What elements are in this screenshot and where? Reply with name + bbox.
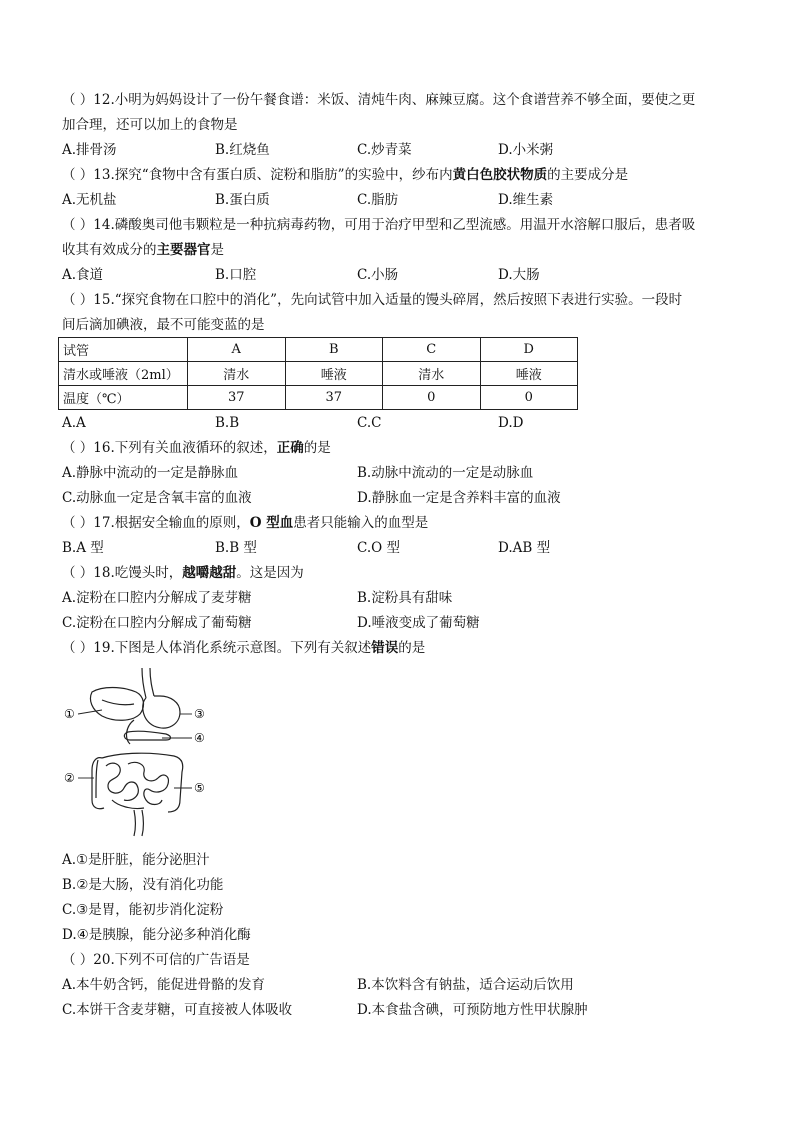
q18-stem-suffix: 。这是因为	[236, 565, 304, 581]
table-header-cell: B	[285, 338, 383, 362]
q16-option-a[interactable]: A.静脉中流动的一定是静脉血	[62, 465, 239, 481]
q12-stem-line1: （ ）12.小明为妈妈设计了一份午餐食谱：米饭、清炖牛肉、麻辣豆腐。这个食谱营养不够全面，要使之更	[62, 92, 696, 108]
q13-option-b[interactable]: B.蛋白质	[215, 192, 270, 208]
table-cell: 37	[285, 386, 383, 410]
table-header-cell: 试管	[59, 338, 188, 362]
table-cell: 唾液	[285, 362, 383, 386]
diagram-label-3: ③	[194, 707, 205, 721]
q13-option-a[interactable]: A.无机盐	[62, 192, 117, 208]
esophagus-shape	[142, 668, 146, 698]
q14-option-c[interactable]: C.小肠	[357, 267, 399, 283]
table-header-cell: D	[480, 338, 578, 362]
stomach-shape	[143, 696, 180, 728]
q16-option-c[interactable]: C.动脉血一定是含氧丰富的血液	[62, 490, 252, 506]
q15-option-c[interactable]: C.C	[357, 415, 382, 431]
table-cell: 0	[383, 386, 481, 410]
large-intestine-shape	[92, 758, 104, 809]
q15-stem-line2: 间后滴加碘液，最不可能变蓝的是	[62, 317, 265, 333]
table-cell: 0	[480, 386, 578, 410]
q12-option-b[interactable]: B.红烧鱼	[215, 142, 270, 158]
q14-option-b[interactable]: B.口腔	[215, 267, 257, 283]
experiment-table	[58, 337, 578, 410]
q15-option-b[interactable]: B.B	[215, 415, 240, 431]
q16-stem-emphasis: 正确	[276, 440, 304, 456]
q18-stem-prefix: （ ）18.吃馒头时，	[62, 565, 183, 581]
q17-stem-prefix: （ ）17.根据安全输血的原则，	[62, 515, 250, 531]
q16-option-b[interactable]: B.动脉中流动的一定是动脉血	[357, 465, 534, 481]
q12-stem-line2: 加合理，还可以加上的食物是	[62, 117, 238, 133]
small-intestine-shape	[106, 763, 138, 800]
q13-stem-suffix: 的主要成分是	[547, 167, 629, 183]
q12-option-d[interactable]: D.小米粥	[498, 142, 554, 158]
table-cell: 清水	[188, 362, 286, 386]
q12-option-c[interactable]: C.炒青菜	[357, 142, 412, 158]
q13-option-c[interactable]: C.脂肪	[357, 192, 399, 208]
table-cell: 清水	[383, 362, 481, 386]
q17-option-b[interactable]: B.B 型	[215, 540, 257, 556]
diagram-label-2: ②	[64, 771, 75, 785]
table-row	[59, 362, 578, 386]
q18-stem	[62, 563, 304, 583]
table-header-cell: C	[383, 338, 481, 362]
q19-stem-prefix: （ ）19.下图是人体消化系统示意图。下列有关叙述	[62, 640, 372, 656]
q17-option-a[interactable]: B.A 型	[62, 540, 104, 556]
diagram-label-1: ①	[64, 707, 75, 721]
q20-option-a[interactable]: A.本牛奶含钙，能促进骨骼的发育	[62, 977, 266, 993]
q15-option-a[interactable]: A.A	[62, 415, 86, 431]
q15-stem-line1: （ ）15.“探究食物在口腔中的消化”，先向试管中加入适量的馒头碎屑，然后按照下表进行实验。一段时	[62, 292, 683, 308]
pancreas-shape	[124, 731, 170, 740]
q14-stem-line2-suffix: 是	[210, 242, 224, 258]
q20-stem: （ ）20.下列不可信的广告语是	[62, 952, 250, 968]
q17-option-d[interactable]: D.AB 型	[498, 540, 551, 556]
q17-stem-emphasis: O 型血	[249, 515, 294, 531]
diagram-label-4: ④	[194, 731, 205, 745]
q14-stem-line1: （ ）14.磷酸奥司他韦颗粒是一种抗病毒药物，可用于治疗甲型和乙型流感。用温开水溶解口服后，患者吸	[62, 217, 696, 233]
q19-stem-suffix: 的是	[398, 640, 426, 656]
q17-stem	[62, 513, 428, 533]
digestive-system-diagram	[62, 660, 222, 840]
q13-stem-emphasis: 黄白色胶状物质	[452, 167, 548, 183]
q18-option-c[interactable]: C.淀粉在口腔内分解成了葡萄糖	[62, 615, 252, 631]
table-header-cell: A	[188, 338, 286, 362]
q13-stem-prefix: （ ）13.探究“食物中含有蛋白质、淀粉和脂肪”的实验中，纱布内	[62, 167, 453, 183]
q15-option-d[interactable]: D.D	[498, 415, 524, 431]
table-cell: 唾液	[480, 362, 578, 386]
q12-option-a[interactable]: A.排骨汤	[62, 142, 117, 158]
q19-stem	[62, 638, 425, 658]
q13-option-d[interactable]: D.维生素	[498, 192, 554, 208]
q18-stem-emphasis: 越嚼越甜	[182, 565, 237, 581]
q19-option-b[interactable]: B.②是大肠，没有消化功能	[62, 877, 224, 893]
q19-option-d[interactable]: D.④是胰腺，能分泌多种消化酶	[62, 927, 251, 943]
q18-option-a[interactable]: A.淀粉在口腔内分解成了麦芽糖	[62, 590, 252, 606]
table-cell: 温度（℃）	[59, 386, 188, 410]
q14-option-d[interactable]: D.大肠	[498, 267, 540, 283]
diagram-label-5: ⑤	[194, 781, 205, 795]
q17-option-c[interactable]: C.O 型	[357, 540, 400, 556]
q19-option-c[interactable]: C.③是胃，能初步消化淀粉	[62, 902, 224, 918]
table-header-row	[59, 338, 578, 362]
q14-stem-emphasis: 主要器官	[156, 242, 211, 258]
q20-option-b[interactable]: B.本饮料含有钠盐，适合运动后饮用	[357, 977, 574, 993]
q18-option-d[interactable]: D.唾液变成了葡萄糖	[357, 615, 480, 631]
q16-option-d[interactable]: D.静脉血一定是含养料丰富的血液	[357, 490, 561, 506]
q13-stem	[62, 165, 628, 185]
table-cell: 清水或唾液（2ml）	[59, 362, 188, 386]
q19-option-a[interactable]: A.①是肝脏，能分泌胆汁	[62, 852, 210, 868]
table-cell: 37	[188, 386, 286, 410]
q20-option-d[interactable]: D.本食盐含碘，可预防地方性甲状腺肿	[357, 1002, 588, 1018]
q14-stem-line2-prefix: 收其有效成分的	[62, 242, 157, 258]
table-row	[59, 386, 578, 410]
q18-option-b[interactable]: B.淀粉具有甜味	[357, 590, 453, 606]
q20-option-c[interactable]: C.本饼干含麦芽糖，可直接被人体吸收	[62, 1002, 293, 1018]
q16-stem	[62, 438, 331, 458]
q14-option-a[interactable]: A.食道	[62, 267, 104, 283]
q14-stem-line2	[62, 240, 224, 260]
q16-stem-suffix: 的是	[303, 440, 331, 456]
q16-stem-prefix: （ ）16.下列有关血液循环的叙述，	[62, 440, 277, 456]
q17-stem-suffix: 患者只能输入的血型是	[293, 515, 429, 531]
q19-stem-emphasis: 错误	[371, 640, 399, 656]
